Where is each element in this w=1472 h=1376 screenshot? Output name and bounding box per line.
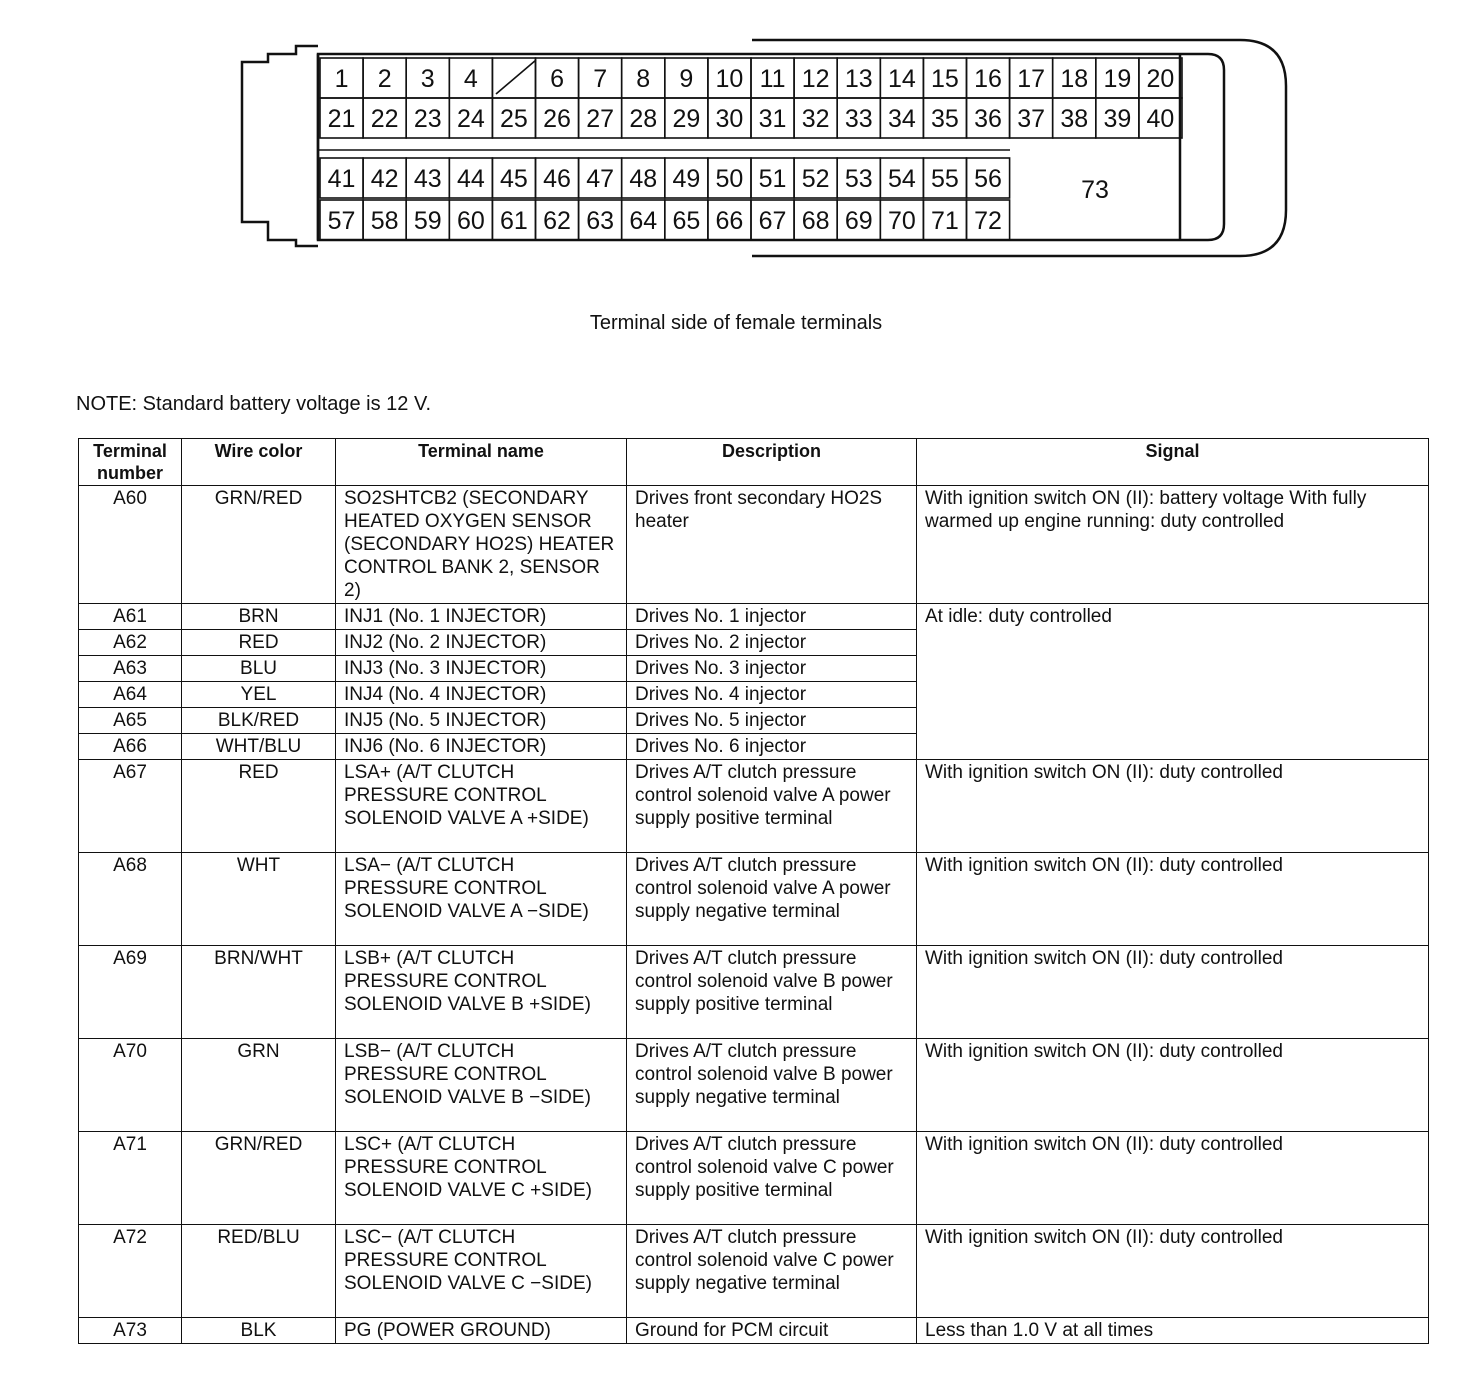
cell-terminal: A70: [79, 1039, 182, 1132]
table-row: [79, 604, 1429, 630]
cell-name: LSB+ (A/T CLUTCH PRESSURE CONTROL SOLENOID VALVE B +SIDE): [336, 946, 627, 1039]
cell-signal: Less than 1.0 V at all times: [917, 1318, 1429, 1344]
terminal-label: 8: [636, 65, 651, 93]
terminal-label: 68: [801, 207, 830, 235]
cell-description: Drives A/T clutch pressure control solenoid valve B power supply negative terminal: [627, 1039, 917, 1132]
terminal-label: 30: [715, 105, 744, 133]
cell-wire: BRN/WHT: [182, 946, 336, 1039]
cell-terminal: A72: [79, 1225, 182, 1318]
terminal-label: 36: [974, 105, 1002, 133]
cell-description: Drives No. 4 injector: [627, 682, 917, 708]
terminal-label: 38: [1060, 105, 1089, 133]
cell-description: Drives A/T clutch pressure control solenoid valve C power supply negative terminal: [627, 1225, 917, 1318]
terminal-label: 46: [543, 165, 571, 193]
cell-description: Drives No. 3 injector: [627, 656, 917, 682]
terminal-label: 69: [844, 207, 873, 235]
note-text: NOTE: Standard battery voltage is 12 V.: [76, 393, 432, 415]
terminal-73-label: 73: [1081, 176, 1109, 204]
terminal-label: 18: [1060, 65, 1089, 93]
cell-signal: With ignition switch ON (II): duty controlled: [917, 1225, 1429, 1318]
cell-description: Drives front secondary HO2S heater: [627, 486, 917, 604]
terminal-label: 61: [500, 207, 528, 235]
table-row: [79, 1132, 1429, 1225]
terminal-label: 1: [334, 65, 349, 93]
terminal-label: 47: [586, 165, 615, 193]
cell-wire: RED/BLU: [182, 1225, 336, 1318]
cell-name: LSC− (A/T CLUTCH PRESSURE CONTROL SOLENOID VALVE C −SIDE): [336, 1225, 627, 1318]
terminal-label: 35: [931, 105, 959, 133]
terminal-label: 29: [672, 105, 701, 133]
cell-terminal: A66: [79, 734, 182, 760]
terminal-label: 72: [974, 207, 1002, 235]
terminal-table: [78, 438, 1429, 1344]
table-row: [79, 1318, 1429, 1344]
terminal-label: 66: [715, 207, 744, 235]
cell-wire: YEL: [182, 682, 336, 708]
cell-wire: BLK: [182, 1318, 336, 1344]
cell-description: Drives A/T clutch pressure control solenoid valve C power supply positive terminal: [627, 1132, 917, 1225]
terminal-label: 16: [974, 65, 1002, 93]
table-row: [79, 1225, 1429, 1318]
terminal-label: 59: [413, 207, 442, 235]
terminal-label: 23: [413, 105, 442, 133]
header-terminal-name: Terminal name: [336, 439, 627, 486]
terminal-label: 62: [543, 207, 571, 235]
terminal-label: 67: [758, 207, 787, 235]
header-wire-color: Wire color: [182, 439, 336, 486]
terminal-label: 6: [550, 65, 565, 93]
table-row: [79, 946, 1429, 1039]
terminal-label: 71: [931, 207, 959, 235]
cell-signal: With ignition switch ON (II): battery voltage With fully warmed up engine running: duty controlled: [917, 486, 1429, 604]
table-row: [79, 760, 1429, 853]
cell-terminal: A67: [79, 760, 182, 853]
terminal-label: 27: [586, 105, 615, 133]
terminal-label: 21: [327, 105, 356, 133]
terminal-label: 39: [1103, 105, 1132, 133]
header-description: Description: [627, 439, 917, 486]
terminal-label: 32: [801, 105, 830, 133]
terminal-label: 63: [586, 207, 615, 235]
cell-description: Drives A/T clutch pressure control solenoid valve A power supply negative terminal: [627, 853, 917, 946]
terminal-label: 33: [844, 105, 873, 133]
cell-wire: GRN: [182, 1039, 336, 1132]
cell-name: INJ4 (No. 4 INJECTOR): [336, 682, 627, 708]
cell-name: INJ5 (No. 5 INJECTOR): [336, 708, 627, 734]
terminal-label: 14: [887, 65, 916, 93]
cell-wire: BRN: [182, 604, 336, 630]
cell-name: LSC+ (A/T CLUTCH PRESSURE CONTROL SOLENOID VALVE C +SIDE): [336, 1132, 627, 1225]
terminal-label: 11: [759, 65, 786, 93]
terminal-label: 42: [370, 165, 399, 193]
connector-diagram: [0, 0, 1472, 290]
cell-wire: RED: [182, 760, 336, 853]
terminal-label: 56: [974, 165, 1002, 193]
cell-terminal: A73: [79, 1318, 182, 1344]
cell-name: LSA+ (A/T CLUTCH PRESSURE CONTROL SOLENOID VALVE A +SIDE): [336, 760, 627, 853]
cell-terminal: A68: [79, 853, 182, 946]
cell-terminal: A61: [79, 604, 182, 630]
cell-wire: BLK/RED: [182, 708, 336, 734]
header-signal: Signal: [917, 439, 1429, 486]
cell-wire: BLU: [182, 656, 336, 682]
table-row: [79, 1039, 1429, 1132]
cell-terminal: A69: [79, 946, 182, 1039]
terminal-label: 58: [370, 207, 399, 235]
terminal-label: 41: [327, 165, 356, 193]
cell-wire: GRN/RED: [182, 486, 336, 604]
cell-name: LSA− (A/T CLUTCH PRESSURE CONTROL SOLENOID VALVE A −SIDE): [336, 853, 627, 946]
terminal-label: 9: [679, 65, 694, 93]
terminal-label: 4: [463, 65, 478, 93]
cell-signal: With ignition switch ON (II): duty controlled: [917, 853, 1429, 946]
terminal-label: 53: [844, 165, 873, 193]
terminal-label: 22: [370, 105, 399, 133]
terminal-label: 57: [327, 207, 356, 235]
terminal-label: 37: [1017, 105, 1046, 133]
terminal-label: 26: [543, 105, 571, 133]
terminal-label: 19: [1103, 65, 1132, 93]
blank-terminal-slash: [496, 60, 536, 94]
cell-description: Drives No. 1 injector: [627, 604, 917, 630]
cell-name: SO2SHTCB2 (SECONDARY HEATED OXYGEN SENSOR (SECONDARY HO2S) HEATER CONTROL BANK 2, SENSOR 2): [336, 486, 627, 604]
cell-name: LSB− (A/T CLUTCH PRESSURE CONTROL SOLENOID VALVE B −SIDE): [336, 1039, 627, 1132]
table-row: [79, 853, 1429, 946]
cell-description: Drives No. 5 injector: [627, 708, 917, 734]
cell-description: Drives No. 2 injector: [627, 630, 917, 656]
terminal-label: 10: [715, 65, 744, 93]
cell-name: INJ2 (No. 2 INJECTOR): [336, 630, 627, 656]
connector-caption: Terminal side of female terminals: [589, 312, 883, 334]
terminal-label: 13: [844, 65, 873, 93]
terminal-label: 51: [758, 165, 787, 193]
terminal-label: 52: [801, 165, 830, 193]
cell-signal: With ignition switch ON (II): duty controlled: [917, 760, 1429, 853]
terminal-label: 2: [377, 65, 392, 93]
terminal-label: 65: [672, 207, 701, 235]
table-header-row: [79, 439, 1429, 486]
cell-description: Drives A/T clutch pressure control solenoid valve A power supply positive terminal: [627, 760, 917, 853]
cell-terminal: A60: [79, 486, 182, 604]
cell-description: Drives A/T clutch pressure control solenoid valve B power supply positive terminal: [627, 946, 917, 1039]
terminal-label: 25: [500, 105, 528, 133]
housing-left: [242, 46, 318, 246]
terminal-label: 45: [500, 165, 528, 193]
cell-terminal: A64: [79, 682, 182, 708]
terminal-label: 54: [887, 165, 916, 193]
terminal-label: 20: [1146, 65, 1175, 93]
cell-terminal: A71: [79, 1132, 182, 1225]
terminal-label: 50: [715, 165, 744, 193]
terminal-label: 3: [420, 65, 435, 93]
cell-terminal: A63: [79, 656, 182, 682]
terminal-label: 17: [1017, 65, 1046, 93]
terminal-label: 40: [1146, 105, 1175, 133]
cell-name: INJ3 (No. 3 INJECTOR): [336, 656, 627, 682]
terminal-label: 64: [629, 207, 658, 235]
cell-wire: WHT/BLU: [182, 734, 336, 760]
terminal-label: 55: [931, 165, 959, 193]
terminal-label: 12: [801, 65, 830, 93]
cell-description: Drives No. 6 injector: [627, 734, 917, 760]
cell-terminal: A65: [79, 708, 182, 734]
terminal-label: 34: [887, 105, 916, 133]
cell-signal: At idle: duty controlled: [917, 604, 1429, 760]
cell-wire: RED: [182, 630, 336, 656]
header-terminal-number: Terminal number: [79, 439, 182, 486]
cell-signal: With ignition switch ON (II): duty controlled: [917, 1132, 1429, 1225]
terminal-label: 31: [758, 105, 787, 133]
cell-wire: GRN/RED: [182, 1132, 336, 1225]
terminal-label: 70: [887, 207, 916, 235]
cell-wire: WHT: [182, 853, 336, 946]
cell-signal: With ignition switch ON (II): duty controlled: [917, 946, 1429, 1039]
terminal-label: 60: [456, 207, 485, 235]
cell-name: INJ6 (No. 6 INJECTOR): [336, 734, 627, 760]
cell-signal: With ignition switch ON (II): duty controlled: [917, 1039, 1429, 1132]
terminal-label: 43: [413, 165, 442, 193]
terminal-label: 48: [629, 165, 658, 193]
cell-terminal: A62: [79, 630, 182, 656]
cell-name: INJ1 (No. 1 INJECTOR): [336, 604, 627, 630]
terminal-label: 28: [629, 105, 658, 133]
terminal-label: 24: [456, 105, 485, 133]
table-row: [79, 486, 1429, 604]
terminal-label: 49: [672, 165, 701, 193]
terminal-label: 7: [593, 65, 608, 93]
terminal-label: 15: [931, 65, 959, 93]
cell-description: Ground for PCM circuit: [627, 1318, 917, 1344]
cell-name: PG (POWER GROUND): [336, 1318, 627, 1344]
terminal-label: 44: [456, 165, 485, 193]
